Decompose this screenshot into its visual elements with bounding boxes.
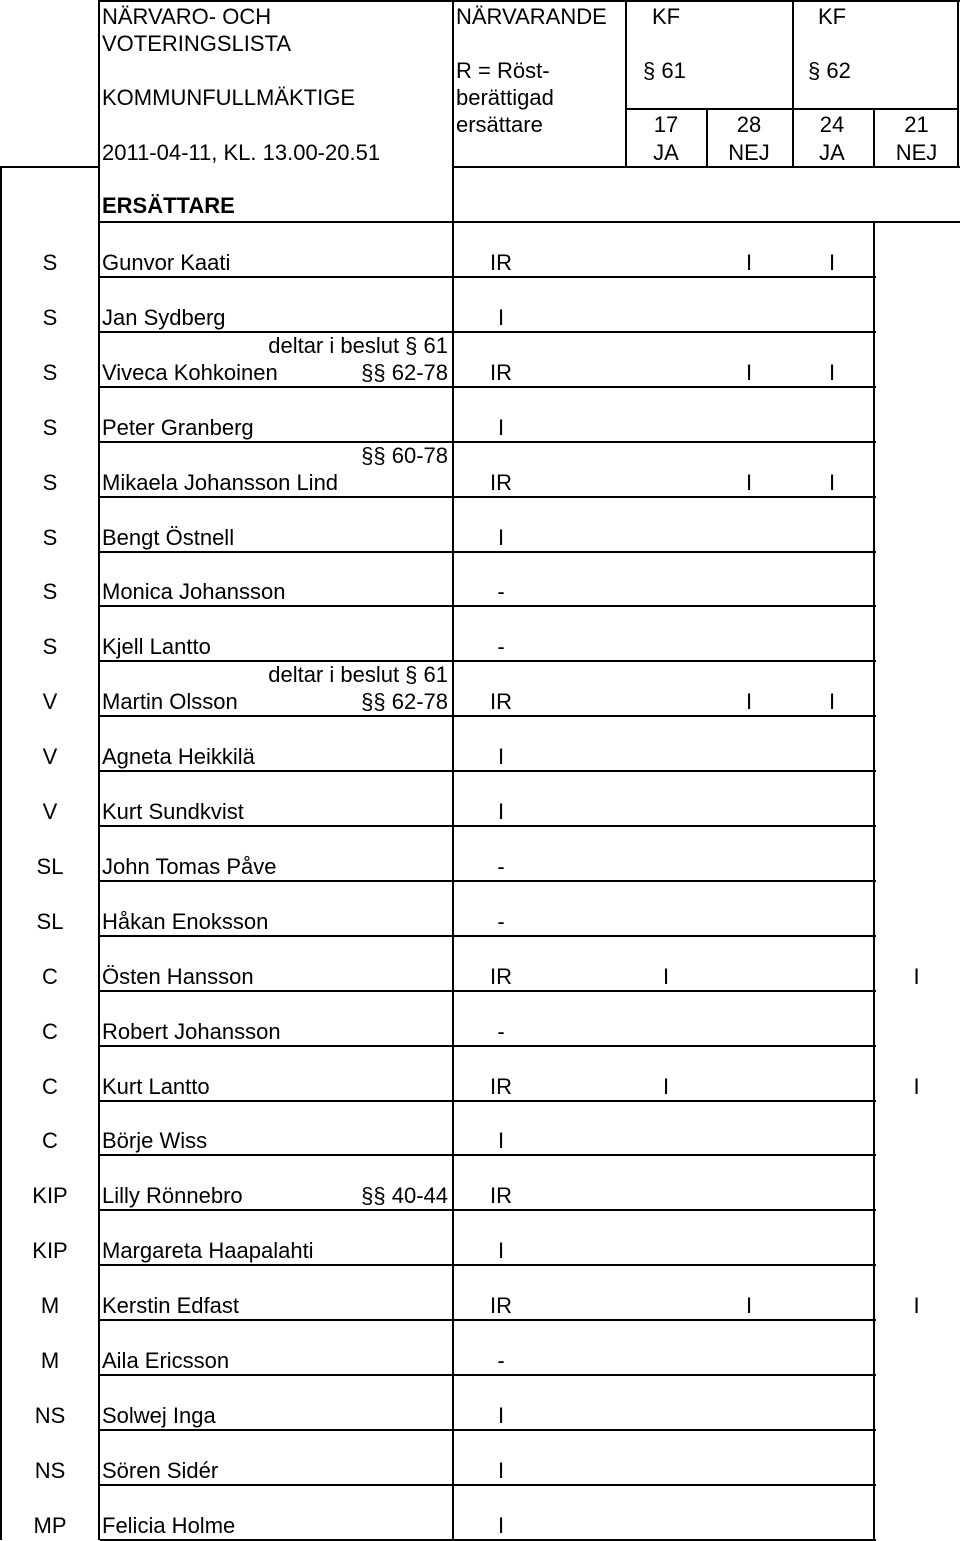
row-v2: I — [745, 689, 753, 714]
vote-count-divider — [625, 108, 957, 110]
row-name: John Tomas Påve — [102, 854, 277, 879]
present-header: NÄRVARANDE — [456, 4, 607, 29]
kf1-no-count: 28 — [736, 112, 762, 137]
row-presence: - — [497, 579, 505, 604]
kf2-vote-divider — [873, 108, 875, 166]
legend-line-2: berättigad — [456, 85, 554, 110]
row-presence: I — [497, 1403, 505, 1428]
row-v2: I — [745, 250, 753, 275]
row-name: Monica Johansson — [102, 579, 286, 604]
kf2-no-label: NEJ — [895, 140, 938, 165]
row-v3: I — [828, 250, 836, 275]
row-v3: I — [828, 470, 836, 495]
row-party: S — [42, 579, 58, 604]
kf2-yes-count: 24 — [819, 112, 845, 137]
row-party: M — [40, 1348, 60, 1373]
row-v2: I — [745, 470, 753, 495]
kf2-label: KF — [818, 4, 847, 29]
row-separator — [100, 715, 876, 717]
kf1-yes-count: 17 — [653, 112, 679, 137]
section-separator — [100, 221, 960, 223]
row-presence: IR — [490, 360, 512, 385]
row-name: Lilly Rönnebro — [102, 1183, 243, 1208]
kf1-paragraph-number: 61 — [661, 58, 686, 83]
row-separator — [100, 441, 876, 443]
row-name: Börje Wiss — [102, 1128, 208, 1153]
row-note-upper: deltar i beslut § 61 — [268, 662, 448, 687]
top-border — [98, 0, 960, 2]
row-name: Agneta Heikkilä — [102, 744, 255, 769]
party-column-divider — [98, 0, 100, 1540]
row-presence: IR — [490, 1293, 512, 1318]
row-separator — [100, 1484, 876, 1486]
row-name: Felicia Holme — [102, 1513, 236, 1538]
row-presence: - — [497, 909, 505, 934]
kf2-no-count: 21 — [904, 112, 929, 137]
row-party: S — [42, 634, 58, 659]
row-presence: - — [497, 1348, 505, 1373]
header-bottom-line — [454, 166, 960, 168]
kf2-yes-label: JA — [819, 140, 845, 165]
row-presence: I — [497, 525, 505, 550]
row-separator — [100, 770, 876, 772]
row-name: Gunvor Kaati — [102, 250, 231, 275]
row-separator — [100, 935, 876, 937]
row-party: KIP — [32, 1238, 68, 1263]
row-party: S — [42, 360, 58, 385]
presence-column-left — [452, 0, 454, 1540]
row-party: S — [42, 415, 58, 440]
row-name: Peter Granberg — [102, 415, 254, 440]
kf1-vote-divider — [706, 108, 708, 166]
title-date: 2011-04-11, KL. 13.00-20.51 — [102, 140, 381, 165]
row-name: Håkan Enoksson — [102, 909, 269, 934]
row-name: Jan Sydberg — [102, 305, 226, 330]
row-v2: I — [745, 1293, 753, 1318]
row-party: V — [42, 689, 58, 714]
row-separator — [100, 1374, 876, 1376]
row-presence: IR — [490, 1074, 512, 1099]
row-party: C — [42, 1074, 58, 1099]
row-name: Martin Olsson — [102, 689, 238, 714]
left-column-top-border — [0, 166, 98, 168]
row-note-lower: §§ 62-78 — [361, 689, 448, 714]
row-v2: I — [745, 360, 753, 385]
title-line-2: VOTERINGSLISTA — [102, 31, 292, 56]
row-separator — [100, 1264, 876, 1266]
row-party: MP — [33, 1513, 67, 1538]
row-party: S — [42, 305, 58, 330]
row-v3: I — [828, 689, 836, 714]
row-party: S — [42, 250, 58, 275]
row-name: Robert Johansson — [102, 1019, 281, 1044]
row-presence: I — [497, 1513, 505, 1538]
kf1-paragraph: § 61 — [643, 58, 686, 83]
row-presence: I — [497, 799, 505, 824]
row-v4: I — [913, 1293, 920, 1318]
row-name: Sören Sidér — [102, 1458, 219, 1483]
row-separator — [100, 331, 876, 333]
row-presence: I — [497, 1128, 505, 1153]
kf1-no-label: NEJ — [728, 140, 770, 165]
row-presence: IR — [490, 689, 512, 714]
row-separator — [100, 1209, 876, 1211]
row-party: SL — [36, 854, 64, 879]
kf2-paragraph: § 62 — [808, 58, 851, 83]
row-name: Bengt Östnell — [102, 525, 235, 550]
row-separator — [100, 605, 876, 607]
legend-line-3: ersättare — [456, 112, 543, 137]
row-v4: I — [913, 1074, 920, 1099]
row-party: KIP — [32, 1183, 68, 1208]
kf1-yes-label: JA — [653, 140, 679, 165]
row-presence: I — [497, 305, 505, 330]
row-presence: - — [497, 1019, 505, 1044]
row-party: S — [42, 470, 58, 495]
row-separator — [100, 825, 876, 827]
row-party: M — [40, 1293, 60, 1318]
row-separator — [100, 496, 876, 498]
row-separator — [100, 1154, 876, 1156]
row-presence: - — [497, 634, 505, 659]
row-note-upper: §§ 60-78 — [361, 443, 448, 468]
row-note-upper: deltar i beslut § 61 — [268, 333, 448, 358]
row-separator — [100, 276, 876, 278]
row-name: Aila Ericsson — [102, 1348, 230, 1373]
row-party: C — [42, 1128, 58, 1153]
row-v1: I — [662, 1074, 670, 1099]
row-party: V — [42, 744, 58, 769]
row-separator — [100, 660, 876, 662]
kf1-label: KF — [652, 4, 681, 29]
row-name: Kurt Sundkvist — [102, 799, 244, 824]
row-separator — [100, 1045, 876, 1047]
right-header-border — [957, 0, 959, 166]
row-party: C — [42, 964, 58, 989]
row-v4: I — [913, 964, 920, 989]
row-party: NS — [34, 1458, 66, 1483]
row-presence: I — [497, 415, 505, 440]
row-presence: I — [497, 1238, 505, 1263]
row-party: C — [42, 1019, 58, 1044]
row-name: Kjell Lantto — [102, 634, 211, 659]
row-presence: IR — [490, 964, 512, 989]
row-presence: IR — [490, 250, 512, 275]
kf2-paragraph-number: 62 — [826, 58, 851, 83]
row-name: Kerstin Edfast — [102, 1293, 239, 1318]
row-name: Margareta Haapalahti — [102, 1238, 314, 1263]
row-party: NS — [34, 1403, 66, 1428]
row-presence: IR — [490, 470, 512, 495]
kf1-column-left — [625, 0, 627, 166]
row-name: Östen Hansson — [102, 964, 254, 989]
row-party: V — [42, 799, 58, 824]
row-presence: I — [497, 744, 505, 769]
row-separator — [100, 386, 876, 388]
row-presence: - — [497, 854, 505, 879]
row-party: SL — [36, 909, 64, 934]
row-separator — [100, 880, 876, 882]
title-line-3: KOMMUNFULLMÄKTIGE — [102, 85, 356, 110]
row-name: Viveca Kohkoinen — [102, 360, 278, 385]
row-name: Solwej Inga — [102, 1403, 216, 1428]
row-name: Mikaela Johansson Lind — [102, 470, 339, 495]
row-name: Kurt Lantto — [102, 1074, 210, 1099]
title-line-1: NÄRVARO- OCH — [102, 4, 272, 29]
row-note-lower: §§ 62-78 — [361, 360, 448, 385]
row-presence: I — [497, 1458, 505, 1483]
row-separator — [100, 1319, 876, 1321]
row-separator — [100, 1100, 876, 1102]
section-title: ERSÄTTARE — [102, 193, 235, 218]
right-table-border — [873, 221, 875, 1540]
kf2-column-left — [792, 0, 794, 166]
row-party: S — [42, 525, 58, 550]
row-v1: I — [662, 964, 670, 989]
row-separator — [100, 551, 876, 553]
row-v3: I — [828, 360, 836, 385]
row-separator — [100, 990, 876, 992]
legend-line-1: R = Röst- — [456, 58, 550, 83]
row-note-lower: §§ 40-44 — [361, 1183, 448, 1208]
left-border — [0, 166, 2, 1540]
row-separator — [100, 1429, 876, 1431]
row-presence: IR — [490, 1183, 512, 1208]
